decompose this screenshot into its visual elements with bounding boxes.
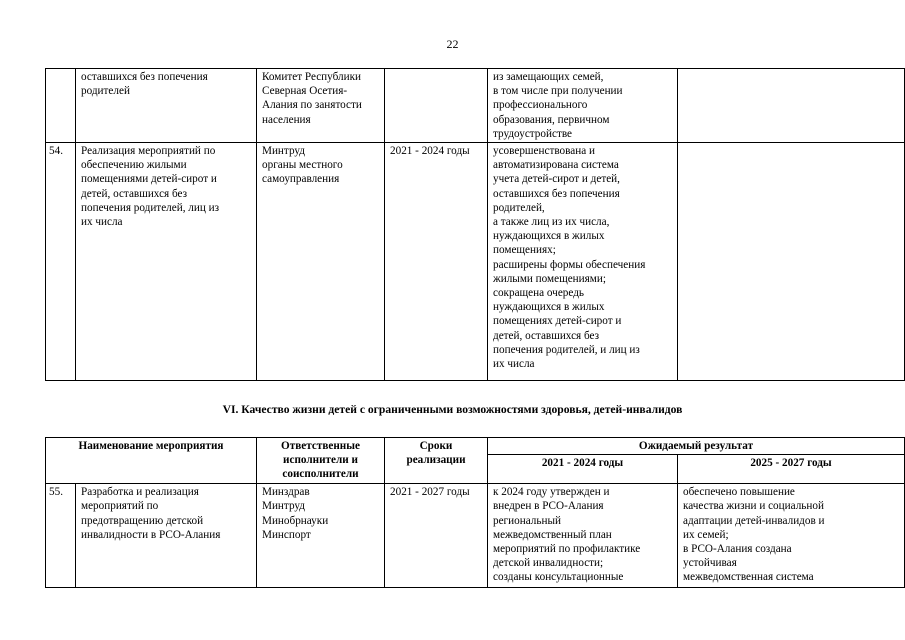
executors: Минздрав Минтруд Минобрнауки Минспорт bbox=[257, 484, 385, 588]
result-2027 bbox=[678, 143, 905, 381]
row-number: 55. bbox=[46, 484, 76, 588]
table-row bbox=[46, 143, 905, 381]
table-row bbox=[46, 69, 905, 143]
period: 2021 - 2024 годы bbox=[385, 143, 488, 381]
row-number: 54. bbox=[46, 143, 76, 381]
disability-measures-table bbox=[45, 437, 905, 588]
executors: Минтруд органы местного самоуправления bbox=[257, 143, 385, 381]
result-2027: обеспечено повышение качества жизни и социальной адаптации детей-инвалидов и их семей; в РСО-Алания создана устойчивая межведомственная система bbox=[678, 484, 905, 588]
header-2021-2024: 2021 - 2024 годы bbox=[488, 455, 678, 484]
result-2024: к 2024 году утвержден и внедрен в РСО-Алания региональный межведомственный план мероприятий по профилактике детской инвалидности; созданы консультационные bbox=[488, 484, 678, 588]
measures-table-continued bbox=[45, 68, 905, 381]
executors: Комитет Республики Северная Осетия- Алания по занятости населения bbox=[257, 69, 385, 143]
header-expected-result: Ожидаемый результат bbox=[488, 438, 905, 455]
event-name: Реализация мероприятий по обеспечению жилыми помещениями детей-сирот и детей, оставшихся без попечения родителей, лиц из их числа bbox=[76, 143, 257, 381]
result-2024: усовершенствована и автоматизирована система учета детей-сирот и детей, оставшихся без попечения родителей, а также лиц из их числа, нуждающихся в жилых помещениях; расширены формы обеспечения жилыми помещениями; сокращена очередь нуждающихся в жилых помещениях детей-сирот и детей, оставшихся без попечения родителей, и лиц из их числа bbox=[488, 143, 678, 381]
header-2025-2027: 2025 - 2027 годы bbox=[678, 455, 905, 484]
event-name: оставшихся без попечения родителей bbox=[76, 69, 257, 143]
result-2027 bbox=[678, 69, 905, 143]
section-title: VI. Качество жизни детей с ограниченными возможностями здоровья, детей-инвалидов bbox=[222, 403, 683, 416]
event-name: Разработка и реализация мероприятий по предотвращению детской инвалидности в РСО-Алания bbox=[76, 484, 257, 588]
table-row bbox=[46, 484, 905, 588]
header-executors: Ответственные исполнители и соисполнители bbox=[257, 438, 385, 484]
header-event: Наименование мероприятия bbox=[46, 438, 257, 484]
header-row bbox=[46, 438, 905, 455]
period bbox=[385, 69, 488, 143]
result-2024: из замещающих семей, в том числе при получении профессионального образования, первичном трудоустройстве bbox=[488, 69, 678, 143]
row-number bbox=[46, 69, 76, 143]
period: 2021 - 2027 годы bbox=[385, 484, 488, 588]
header-period: Сроки реализации bbox=[385, 438, 488, 484]
page-number: 22 bbox=[446, 37, 459, 51]
